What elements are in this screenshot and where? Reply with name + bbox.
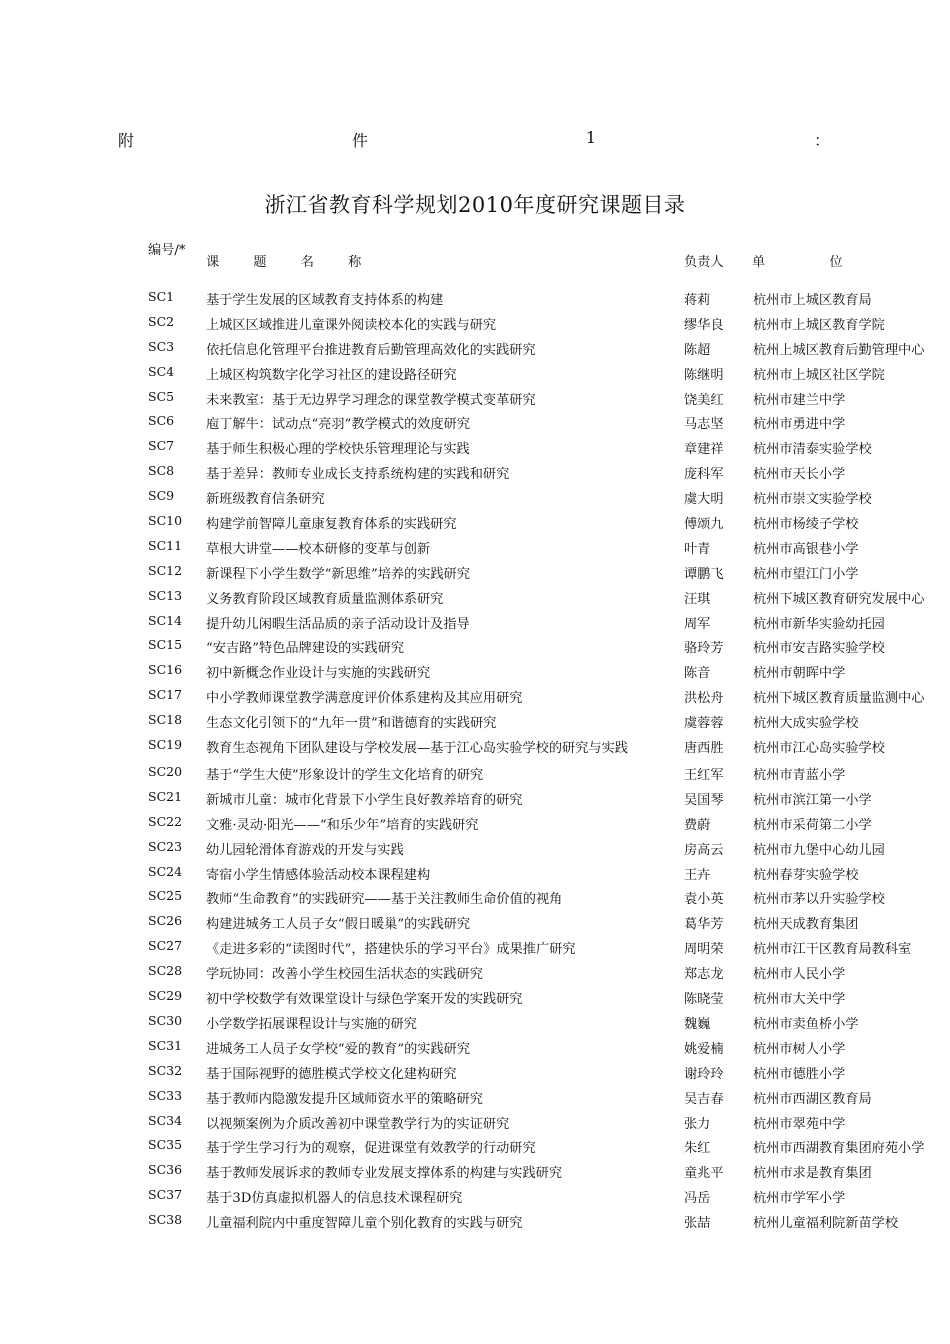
- row-title: 庖丁解牛：试动点“亮羽”教学模式的效度研究: [206, 417, 471, 433]
- row-number: SC28: [148, 963, 183, 979]
- row-unit: 杭州下城区教育质量监测中心: [753, 691, 925, 707]
- header-number: 编号/*: [148, 243, 186, 258]
- table-row: [148, 761, 948, 786]
- header-title: 课 题 名 称: [206, 255, 377, 270]
- row-number: SC3: [148, 338, 175, 354]
- row-unit: 杭州市安吉路实验学校: [753, 641, 885, 657]
- row-unit: 杭州儿童福利院新苗学校: [753, 1216, 899, 1232]
- row-number: SC22: [148, 813, 183, 829]
- table-row: [148, 460, 948, 485]
- row-title: 学玩协同：改善小学生校园生活状态的实践研究: [206, 967, 483, 983]
- row-number: SC1: [148, 289, 175, 304]
- row-person: 骆玲芳: [684, 641, 724, 657]
- row-number: SC11: [148, 537, 183, 553]
- row-unit: 杭州市采荷第二小学: [753, 817, 872, 833]
- row-number: SC35: [148, 1137, 183, 1153]
- row-person: 吴吉春: [684, 1091, 724, 1107]
- row-unit: 杭州市西湖区教育局: [753, 1091, 872, 1107]
- row-person: 吴国琴: [684, 792, 724, 808]
- table-row: [148, 1085, 948, 1110]
- row-title: 义务教育阶段区域教育质量监测体系研究: [206, 591, 444, 607]
- table-row: [148, 286, 948, 311]
- row-title: 依托信息化管理平台推进教育后勤管理高效化的实践研究: [206, 342, 536, 358]
- row-person: 王红军: [684, 768, 724, 784]
- table-row: [148, 510, 948, 535]
- row-person: 虞大明: [684, 492, 724, 508]
- table-row: [148, 336, 948, 361]
- row-unit: 杭州春芽实验学校: [753, 867, 859, 883]
- table-row: [148, 960, 948, 985]
- row-number: SC5: [148, 388, 175, 404]
- row-number: SC24: [148, 863, 183, 879]
- row-unit: 杭州大成实验学校: [753, 716, 859, 732]
- row-person: 周明荣: [684, 942, 724, 958]
- row-person: 葛华芳: [684, 917, 724, 933]
- row-unit: 杭州市江心岛实验学校: [753, 741, 885, 757]
- row-title: 新班级教育信条研究: [206, 492, 325, 508]
- table-row: [148, 985, 948, 1010]
- row-title: 基于学生发展的区域教育支持体系的构建: [206, 293, 444, 308]
- row-unit: 杭州市西湖教育集团府苑小学: [753, 1141, 925, 1157]
- row-person: 饶美红: [684, 392, 724, 408]
- document-title: 浙江省教育科学规划2010年度研究课题目录: [264, 193, 686, 217]
- table-row: [148, 1010, 948, 1035]
- row-unit: 杭州天成教育集团: [753, 917, 859, 933]
- attachment-char-3: 1: [585, 128, 597, 147]
- table-row: [148, 485, 948, 510]
- attachment-heading: [118, 128, 830, 154]
- row-title: 文雅·灵动·阳光——“和乐少年”培育的实践研究: [206, 817, 479, 833]
- row-title: 基于国际视野的德胜模式学校文化建构研究: [206, 1066, 457, 1082]
- row-title: 以视频案例为介质改善初中课堂教学行为的实证研究: [206, 1116, 510, 1132]
- row-title: 草根大讲堂——校本研修的变革与创新: [206, 541, 431, 557]
- row-person: 洪松舟: [684, 691, 724, 707]
- row-person: 马志坚: [684, 417, 724, 433]
- row-unit: 杭州市清泰实验学校: [753, 442, 872, 458]
- row-number: SC36: [148, 1162, 183, 1178]
- row-title: “安吉路”特色品牌建设的实践研究: [206, 641, 405, 657]
- row-number: SC13: [148, 587, 183, 603]
- table-row: [148, 535, 948, 560]
- row-unit: 杭州市江干区教育局教科室: [753, 942, 912, 958]
- row-title: 基于教师内隐激发提升区域师资水平的策略研究: [206, 1091, 483, 1107]
- row-number: SC26: [148, 913, 183, 929]
- row-number: SC30: [148, 1012, 183, 1028]
- row-unit: 杭州市卖鱼桥小学: [753, 1016, 859, 1032]
- row-unit: 杭州市望江门小学: [753, 566, 859, 582]
- row-title: 上城区区域推进儿童课外阅读校本化的实践与研究: [206, 317, 497, 333]
- row-number: SC25: [148, 888, 183, 904]
- row-title: 构建进城务工人员子女“假日暖巢”的实践研究: [206, 917, 471, 933]
- row-person: 费蔚: [684, 817, 711, 833]
- row-title: 基于“学生大使”形象设计的学生文化培育的研究: [206, 768, 484, 784]
- table-row: [148, 659, 948, 684]
- row-person: 谭鹏飞: [684, 566, 724, 582]
- row-title: 基于学生学习行为的观察，促进课堂有效教学的行动研究: [206, 1141, 536, 1157]
- row-number: SC2: [148, 313, 175, 329]
- row-number: SC8: [148, 463, 175, 479]
- row-person: 魏巍: [684, 1016, 711, 1032]
- row-number: SC37: [148, 1187, 183, 1203]
- row-person: 虞蓉蓉: [684, 716, 724, 732]
- row-number: SC33: [148, 1087, 183, 1103]
- row-number: SC19: [148, 737, 183, 753]
- row-title: 初中新概念作业设计与实施的实践研究: [206, 666, 431, 682]
- table-row: [148, 1035, 948, 1060]
- table-row: [148, 311, 948, 336]
- row-unit: 杭州市翠苑中学: [753, 1116, 846, 1132]
- row-number: SC9: [148, 488, 175, 504]
- row-title: 初中学校数学有效课堂设计与绿色学案开发的实践研究: [206, 992, 523, 1008]
- row-unit: 杭州市杨绫子学校: [753, 517, 859, 533]
- row-person: 郑志龙: [684, 967, 724, 983]
- row-unit: 杭州市勇进中学: [753, 417, 846, 433]
- table-row: [148, 435, 948, 460]
- table-row: [148, 885, 948, 910]
- row-unit: 杭州市青蓝小学: [753, 768, 846, 784]
- row-unit: 杭州市德胜小学: [753, 1066, 846, 1082]
- table-row: [148, 861, 948, 886]
- row-person: 冯岳: [684, 1191, 711, 1207]
- row-number: SC10: [148, 513, 183, 529]
- row-unit: 杭州市崇文实验学校: [753, 492, 872, 508]
- row-number: SC21: [148, 788, 183, 804]
- row-number: SC12: [148, 562, 183, 578]
- table-row: [148, 786, 948, 811]
- row-title: 教育生态视角下团队建设与学校发展—基于江心岛实验学校的研究与实践: [206, 741, 628, 757]
- row-number: SC18: [148, 712, 183, 728]
- row-number: SC6: [148, 413, 175, 429]
- table-row: [148, 361, 948, 386]
- row-unit: 杭州市建兰中学: [753, 392, 846, 408]
- row-person: 陈超: [684, 342, 711, 358]
- row-person: 陈音: [684, 666, 711, 682]
- table-row: [148, 585, 948, 610]
- row-person: 谢玲玲: [684, 1066, 724, 1082]
- row-person: 陈继明: [684, 367, 724, 383]
- row-unit: 杭州下城区教育研究发展中心: [753, 591, 925, 607]
- row-title: 新城市儿童：城市化背景下小学生良好教养培育的研究: [206, 792, 523, 808]
- row-title: 基于3D仿真虚拟机器人的信息技术课程研究: [206, 1191, 463, 1207]
- row-number: SC15: [148, 637, 183, 653]
- table-body: [148, 286, 948, 1234]
- row-title: 《走进多彩的“读图时代”，搭建快乐的学习平台》成果推广研究: [206, 942, 576, 958]
- table-row: [148, 684, 948, 709]
- row-unit: 杭州市上城区教育局: [753, 293, 872, 308]
- row-unit: 杭州市树人小学: [753, 1041, 846, 1057]
- row-person: 王卉: [684, 867, 711, 883]
- row-unit: 杭州市新华实验幼托园: [753, 616, 885, 632]
- row-number: SC27: [148, 938, 183, 954]
- table-row: [148, 1110, 948, 1135]
- row-title: 生态文化引领下的“九年一贯”和谐德育的实践研究: [206, 716, 497, 732]
- table-row: [148, 386, 948, 411]
- row-person: 姚爱楠: [684, 1041, 724, 1057]
- row-number: SC17: [148, 687, 183, 703]
- row-person: 庞科军: [684, 467, 724, 483]
- row-title: 基于差异：教师专业成长支持系统构建的实践和研究: [206, 467, 510, 483]
- header-unit: 单 位: [752, 255, 873, 270]
- header-person: 负责人: [684, 255, 724, 270]
- table-row: [148, 1060, 948, 1085]
- row-person: 朱红: [684, 1141, 711, 1157]
- row-person: 叶青: [684, 541, 711, 557]
- row-number: SC4: [148, 363, 175, 379]
- table-row: [148, 610, 948, 635]
- table-row: [148, 1184, 948, 1209]
- row-unit: 杭州市九堡中心幼儿园: [753, 842, 885, 858]
- table-row: [148, 734, 948, 761]
- row-number: SC23: [148, 838, 183, 854]
- row-unit: 杭州市学军小学: [753, 1191, 846, 1207]
- table-row: [148, 1209, 948, 1234]
- attachment-char-4: ：: [813, 131, 830, 150]
- row-person: 缪华良: [684, 317, 724, 333]
- row-number: SC38: [148, 1212, 183, 1228]
- row-title: 中小学教师课堂教学满意度评价体系建构及其应用研究: [206, 691, 523, 707]
- row-unit: 杭州市上城区社区学院: [753, 367, 885, 383]
- row-person: 章建祥: [684, 442, 724, 458]
- row-number: SC29: [148, 988, 183, 1004]
- table-row: [148, 836, 948, 861]
- row-person: 童兆平: [684, 1166, 724, 1182]
- row-person: 蒋莉: [684, 293, 711, 308]
- row-number: SC16: [148, 662, 183, 678]
- row-unit: 杭州市滨江第一小学: [753, 792, 872, 808]
- row-title: 新课程下小学生数学“新思维”培养的实践研究: [206, 566, 471, 582]
- table-row: [148, 560, 948, 585]
- row-person: 汪琪: [684, 591, 711, 607]
- row-title: 儿童福利院内中重度智障儿童个别化教育的实践与研究: [206, 1216, 523, 1232]
- row-number: SC31: [148, 1037, 183, 1053]
- table-row: [148, 811, 948, 836]
- row-person: 唐西胜: [684, 741, 724, 757]
- row-title: 基于教师发展诉求的教师专业发展支撑体系的构建与实践研究: [206, 1166, 563, 1182]
- row-title: 上城区构筑数字化学习社区的建设路径研究: [206, 367, 457, 383]
- project-table: [148, 234, 948, 1234]
- table-row: [148, 634, 948, 659]
- table-row: [148, 1134, 948, 1159]
- row-title: 基于师生积极心理的学校快乐管理理论与实践: [206, 442, 470, 458]
- table-row: [148, 410, 948, 435]
- row-title: 寄宿小学生情感体验活动校本课程建构: [206, 867, 431, 883]
- row-unit: 杭州市上城区教育学院: [753, 317, 885, 333]
- row-unit: 杭州上城区教育后勤管理中心: [753, 342, 925, 358]
- row-person: 张力: [684, 1116, 711, 1132]
- row-number: SC32: [148, 1062, 183, 1078]
- row-title: 未来教室：基于无边界学习理念的课堂教学模式变革研究: [206, 392, 536, 408]
- row-unit: 杭州市高银巷小学: [753, 541, 859, 557]
- row-title: 教师“生命教育”的实践研究——基于关注教师生命价值的视角: [206, 892, 563, 908]
- row-title: 小学数学拓展课程设计与实施的研究: [206, 1016, 417, 1032]
- row-number: SC14: [148, 612, 183, 628]
- attachment-char-1: 附: [118, 131, 135, 150]
- table-row: [148, 709, 948, 734]
- row-unit: 杭州市朝晖中学: [753, 666, 846, 682]
- row-person: 傅颂九: [684, 517, 724, 533]
- row-person: 张喆: [684, 1216, 711, 1232]
- row-unit: 杭州市茅以升实验学校: [753, 892, 885, 908]
- row-person: 袁小英: [684, 892, 724, 908]
- row-number: SC34: [148, 1112, 183, 1128]
- row-title: 幼儿园轮滑体育游戏的开发与实践: [206, 842, 404, 858]
- row-title: 提升幼儿闲暇生活品质的亲子活动设计及指导: [206, 616, 470, 632]
- table-row: [148, 910, 948, 935]
- row-number: SC7: [148, 438, 175, 454]
- row-unit: 杭州市人民小学: [753, 967, 846, 983]
- attachment-char-2: 件: [351, 131, 368, 150]
- row-person: 陈晓莹: [684, 992, 724, 1008]
- row-title: 构建学前智障儿童康复教育体系的实践研究: [206, 517, 457, 533]
- row-title: 进城务工人员子女学校“爱的教育”的实践研究: [206, 1041, 471, 1057]
- row-unit: 杭州市大关中学: [753, 992, 846, 1008]
- row-person: 周军: [684, 616, 711, 632]
- row-number: SC20: [148, 764, 183, 780]
- row-unit: 杭州市天长小学: [753, 467, 846, 483]
- row-person: 房高云: [684, 842, 724, 858]
- table-row: [148, 935, 948, 960]
- table-row: [148, 1159, 948, 1184]
- table-header: [148, 234, 948, 286]
- row-unit: 杭州市求是教育集团: [753, 1166, 872, 1182]
